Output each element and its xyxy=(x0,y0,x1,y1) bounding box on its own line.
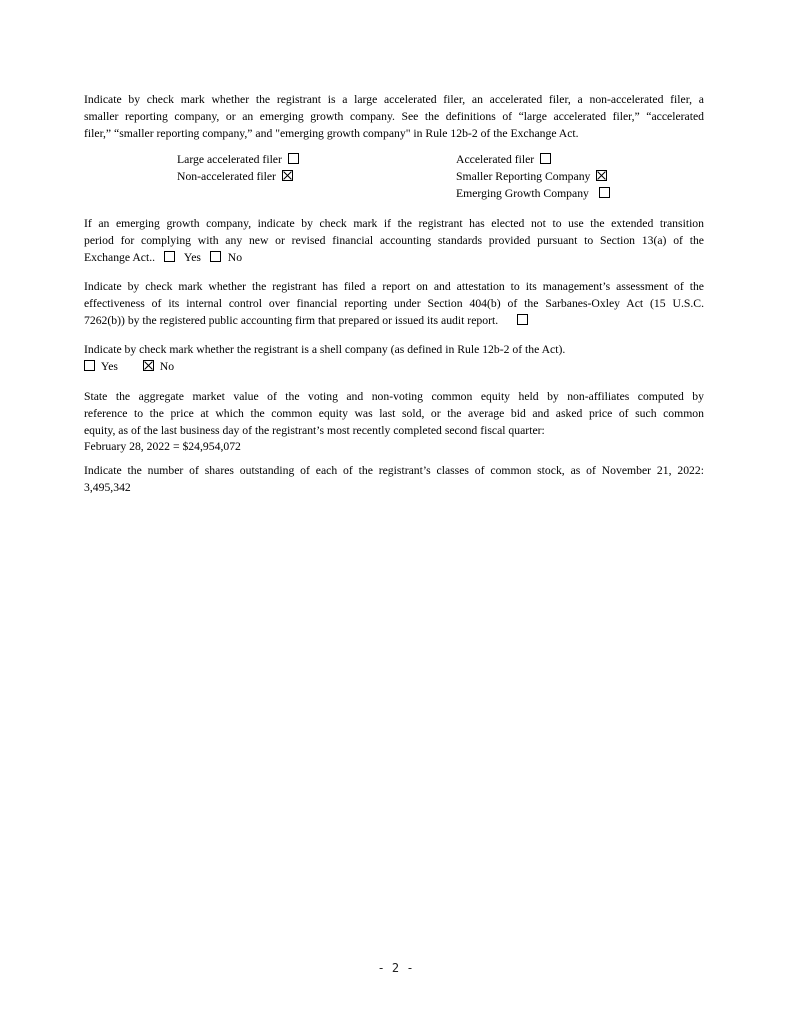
option-smaller-reporting-company xyxy=(456,169,607,186)
emerging-growth-line-prefix: Exchange Act.. xyxy=(84,250,156,264)
filer-status-line: Indicate by check mark whether the registrant is a large accelerated filer, an accelerated filer, a non-accelerated filer, a xyxy=(84,93,704,106)
option-accelerated-filer xyxy=(456,152,551,169)
market-value-amount: February 28, 2022 = $24,954,072 xyxy=(84,440,241,454)
market-value-paragraph xyxy=(84,389,704,456)
shell-company-paragraph xyxy=(84,342,704,376)
option-emerging-growth-company xyxy=(456,186,610,203)
shell-company-question-text: Indicate by check mark whether the registrant is a shell company (as defined in Rule 12b-2 of the Act). xyxy=(84,343,566,356)
internal-control-line: effectiveness of its internal control over financial reporting under Section 404(b) of the Sarbanes-Oxley Act (15 U.S.C. xyxy=(84,296,704,310)
emerging-growth-answer-line xyxy=(84,250,704,267)
shares-outstanding-paragraph xyxy=(84,463,704,497)
filer-status-paragraph xyxy=(84,92,704,142)
emerging-growth-yes-checkbox[interactable] xyxy=(164,251,175,262)
option-non-accelerated-filer xyxy=(177,169,293,186)
shares-outstanding-line: Indicate the number of shares outstanding of each of the registrant’s classes of common stock, as of November 21, 2022: xyxy=(84,464,704,477)
smaller-reporting-company-label: Smaller Reporting Company xyxy=(456,170,591,183)
accelerated-filer-checkbox[interactable] xyxy=(540,153,551,164)
internal-control-line: Indicate by check mark whether the registrant has filed a report on and attestation to its management’s assessment of the xyxy=(84,280,704,293)
shell-company-no-checkbox[interactable] xyxy=(143,360,154,371)
non-accelerated-filer-label: Non-accelerated filer xyxy=(177,170,276,183)
large-accelerated-filer-checkbox[interactable] xyxy=(288,153,299,164)
emerging-growth-line: period for complying with any new or revised financial accounting standards provided pursuant to Section 13(a) of the xyxy=(84,233,704,247)
shell-company-no-label: No xyxy=(159,359,175,373)
shares-outstanding-value: 3,495,342 xyxy=(84,480,131,494)
emerging-growth-yes-label: Yes xyxy=(183,250,201,264)
emerging-growth-no-checkbox[interactable] xyxy=(210,251,221,262)
smaller-reporting-company-checkbox[interactable] xyxy=(596,170,607,181)
internal-control-answer-line xyxy=(84,313,704,330)
emerging-growth-company-checkbox[interactable] xyxy=(599,187,610,198)
filer-status-line: smaller reporting company, or an emerging growth company. See the definitions of “large accelerated filer,” “accelerated xyxy=(84,109,704,123)
filer-status-line: filer,” “smaller reporting company,” and "emerging growth company" in Rule 12b-2 of the Exchange Act. xyxy=(84,126,579,140)
market-value-line: reference to the price at which the common equity was last sold, or the average bid and asked price of such common xyxy=(84,406,704,420)
market-value-line: State the aggregate market value of the voting and non-voting common equity held by non-affiliates computed by xyxy=(84,390,704,403)
option-large-accelerated-filer xyxy=(177,152,299,169)
shell-company-answer-line xyxy=(84,359,704,376)
internal-control-paragraph xyxy=(84,279,704,329)
internal-control-line-last: 7262(b)) by the registered public accounting firm that prepared or issued its audit report. xyxy=(84,313,499,327)
non-accelerated-filer-checkbox[interactable] xyxy=(282,170,293,181)
large-accelerated-filer-label: Large accelerated filer xyxy=(177,153,282,166)
accelerated-filer-label: Accelerated filer xyxy=(456,153,535,166)
internal-control-checkbox[interactable] xyxy=(517,314,528,325)
market-value-line: equity, as of the last business day of the registrant’s most recently completed second fiscal quarter: xyxy=(84,423,545,437)
emerging-growth-company-label: Emerging Growth Company xyxy=(456,187,589,200)
emerging-growth-paragraph xyxy=(84,216,704,266)
emerging-growth-line: If an emerging growth company, indicate by check mark if the registrant has elected not to use the extended transition xyxy=(84,217,704,230)
page-number: - 2 - xyxy=(377,961,414,975)
emerging-growth-no-label: No xyxy=(227,250,243,264)
shell-company-yes-checkbox[interactable] xyxy=(84,360,95,371)
shell-company-yes-label: Yes xyxy=(100,359,118,373)
